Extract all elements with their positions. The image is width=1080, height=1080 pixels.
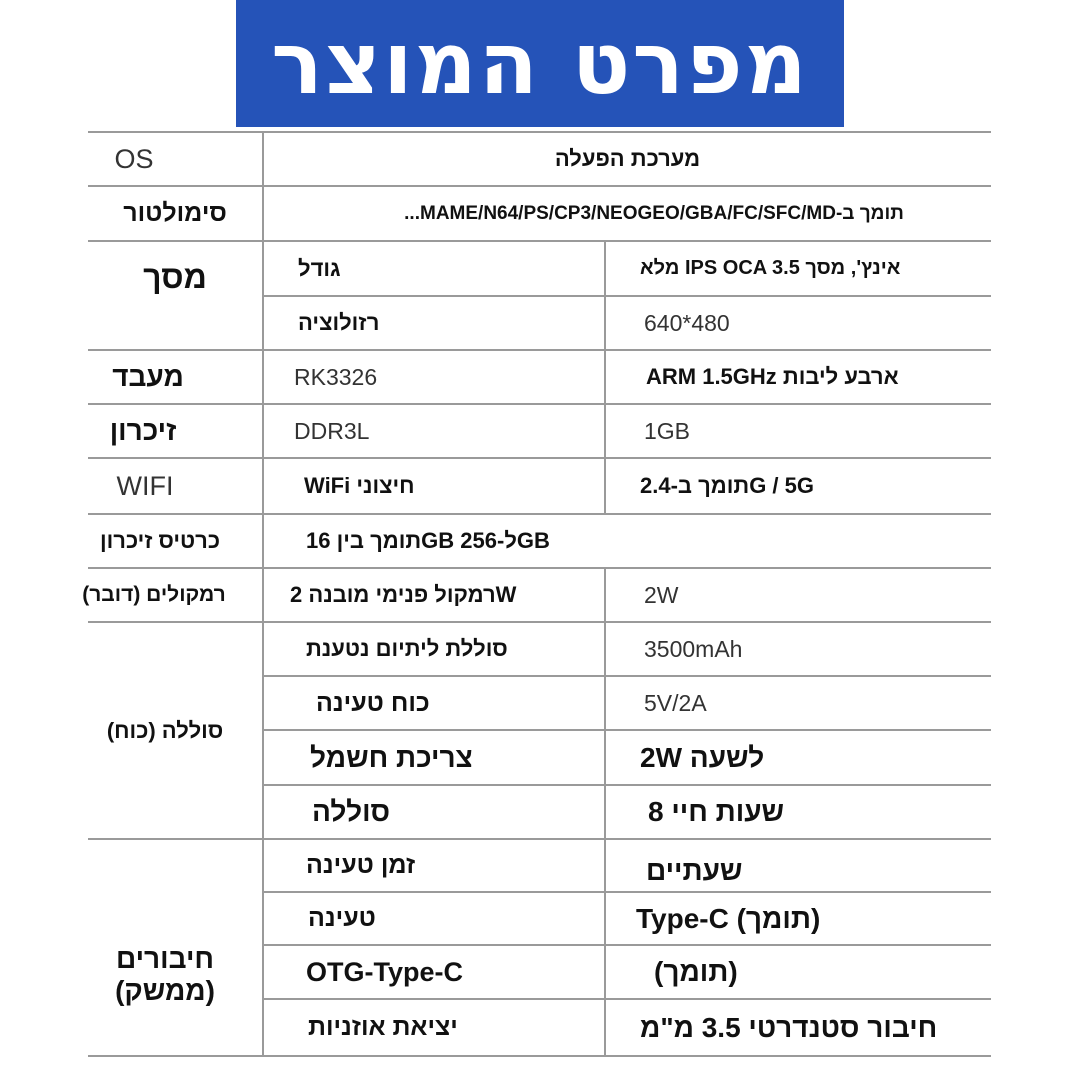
ports-audio-value: חיבור סטנדרטי 3.5 מ"מ: [640, 1011, 938, 1043]
memory-size: 1GB: [644, 417, 691, 444]
battery-consumption-label: צריכת חשמל: [310, 741, 473, 773]
wifi-support: תומך ב-2.4G / 5G: [640, 473, 814, 498]
wifi-type: WiFi חיצוני: [304, 473, 415, 498]
battery-life-label: סוללה: [312, 796, 391, 827]
ports-charge-time-value-cell: [646, 845, 986, 896]
speaker-value: 2W: [644, 581, 679, 608]
speaker-desc: רמקול פנימי מובנה 2W: [290, 582, 517, 607]
ports-otg-value-cell: [654, 946, 984, 998]
battery-charge-value-cell: [644, 677, 984, 729]
wifi-support-cell: [640, 459, 980, 513]
screen-res-label: רזולוציה: [298, 310, 380, 335]
card-value-cell: [306, 515, 906, 567]
speaker-label-cell: [62, 569, 246, 621]
battery-charge-label: כוח טעינה: [316, 688, 430, 717]
speaker-desc-cell: [290, 569, 590, 621]
cpu-model-cell: [294, 351, 594, 403]
screen-label: מסך: [143, 258, 207, 295]
battery-label-cell: [80, 623, 250, 838]
card-label: כרטיס זיכרון: [100, 528, 221, 553]
memory-label: זיכרון: [109, 415, 177, 446]
battery-type-label: סוללת ליתיום נטענת: [306, 636, 508, 661]
memory-type: DDR3L: [294, 417, 370, 444]
screen-res-value-cell: [644, 297, 984, 349]
cpu-desc-cell: [646, 351, 986, 403]
memory-type-cell: [294, 405, 594, 457]
ports-charge-time-label: זמן טעינה: [306, 851, 416, 879]
battery-life-value-cell: [648, 786, 988, 838]
cpu-model: RK3326: [294, 363, 378, 390]
ports-charge-time-value: שעתיים: [646, 854, 743, 886]
battery-type-value: 3500mAh: [644, 635, 743, 662]
screen-label-cell: [88, 242, 262, 312]
battery-label: סוללה (כוח): [106, 717, 224, 743]
os-value-cell: [264, 133, 991, 185]
battery-life-label-cell: [312, 786, 602, 838]
speaker-label: רמקולים (דובר): [82, 583, 226, 606]
ports-label-cell: [90, 930, 240, 1020]
ports-charging-value-cell: [636, 893, 986, 944]
battery-consumption-value: 2W לשעה: [640, 741, 765, 773]
screen-size-label-cell: [290, 242, 590, 295]
screen-size-value-cell: [640, 242, 990, 295]
battery-consumption-value-cell: [640, 731, 980, 784]
ports-charging-value: Type-C (תומך): [636, 902, 821, 934]
os-label: OS: [114, 143, 154, 174]
ports-label-line1: חיבורים: [115, 943, 215, 974]
ports-label-line2: (ממשק): [115, 975, 215, 1006]
battery-type-label-cell: [306, 623, 596, 675]
ports-charge-time-label-cell: [306, 840, 596, 891]
emulator-value: תומך ב-MAME/N64/PS/CP3/NEOGEO/GBA/FC/SFC/MD...: [404, 202, 904, 224]
memory-size-cell: [644, 405, 984, 457]
screen-size-label: גודל: [298, 255, 341, 281]
ports-charging-label-cell: [308, 893, 598, 944]
ports-audio-value-cell: [640, 1000, 980, 1055]
screen-size-value: מלא IPS OCA אינץ', מסך 3.5: [640, 257, 901, 279]
ports-audio-label-cell: [308, 1000, 598, 1055]
battery-type-value-cell: [644, 623, 984, 675]
card-label-cell: [80, 515, 240, 567]
speaker-value-cell: [644, 569, 984, 621]
page-title: מפרט המוצר: [271, 13, 809, 114]
cpu-desc: ARM 1.5GHz ארבע ליבות: [646, 364, 899, 389]
screen-res-value: 640*480: [644, 309, 730, 336]
ports-otg-label: OTG-Type-C: [306, 956, 463, 987]
cpu-label: מעבד: [112, 361, 184, 392]
card-value: תומך בין 16GB ל-256GB: [306, 528, 550, 553]
emulator-value-cell: [264, 187, 1044, 240]
battery-life-value: 8 שעות חיי: [648, 796, 785, 827]
screen-res-label-cell: [290, 297, 590, 349]
emulator-label-cell: [88, 187, 262, 240]
wifi-label: WIFI: [116, 470, 174, 501]
memory-label-cell: [88, 405, 198, 457]
os-value: מערכת הפעלה: [554, 146, 701, 171]
battery-charge-label-cell: [316, 677, 596, 729]
title-banner: [236, 0, 844, 127]
emulator-label: סימולטור: [123, 199, 227, 227]
battery-charge-value: 5V/2A: [644, 689, 707, 716]
os-label-cell: [88, 133, 180, 185]
wifi-label-cell: [88, 459, 202, 513]
wifi-type-cell: [290, 459, 590, 513]
ports-audio-label: יציאת אוזניות: [308, 1013, 458, 1041]
ports-otg-label-cell: [306, 946, 596, 998]
battery-consumption-label-cell: [310, 731, 600, 784]
ports-otg-value: (תומך): [654, 956, 738, 987]
cpu-label-cell: [88, 351, 208, 403]
ports-charging-label: טעינה: [308, 904, 376, 932]
